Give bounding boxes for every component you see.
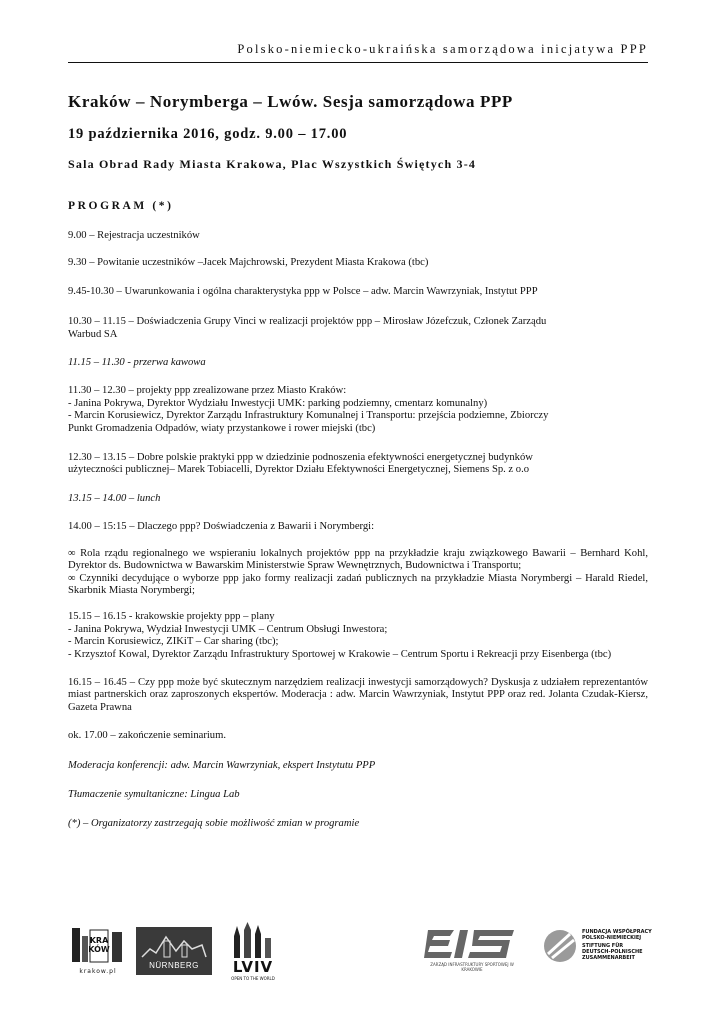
line: - Janina Pokrywa, Wydział Inwestycji UMK – Centrum Obsługi Inwestora; bbox=[68, 623, 388, 635]
partner-logos bbox=[0, 918, 724, 988]
lviv-logo-tagline: OPEN TO THE WORLD bbox=[231, 976, 275, 981]
zis-logo bbox=[424, 928, 520, 978]
program-item: 9.00 – Rejestracja uczestników bbox=[68, 230, 200, 241]
line: 11.30 – 12.30 – projekty ppp zrealizowane przez Miasto Kraków: bbox=[68, 385, 347, 397]
line: 15.15 – 16.15 - krakowskie projekty ppp – plany bbox=[68, 611, 275, 623]
program-subitem: ∞ Czynniki decydujące o wyborze ppp jako formy realizacji zadań publicznych na przykładzie Miasta Norymbergi – Harald Riedel, Skarbnik Miasta Norymbergi; bbox=[68, 572, 648, 596]
nurnberg-skyline-graphic bbox=[136, 927, 212, 961]
program-item bbox=[68, 611, 648, 661]
moderation-note: Moderacja konferencji: adw. Marcin Wawrzyniak, ekspert Instytutu PPP bbox=[68, 759, 376, 771]
coffee-break: 11.15 – 11.30 - przerwa kawowa bbox=[68, 357, 206, 369]
line: 10.30 – 11.15 – Doświadczenia Grupy Vinci w realizacji projektów ppp – Mirosław Józefczuk, Członek Zarządu bbox=[68, 316, 547, 328]
line: 12.30 – 13.15 – Dobre polskie praktyki ppp w dziedzinie podnoszenia efektywności energetycznej budynków bbox=[68, 452, 533, 464]
program-item: 14.00 – 15:15 – Dlaczego ppp? Doświadczenia z Bawarii i Norymbergi: bbox=[68, 521, 375, 533]
translation-note: Tłumaczenie symultaniczne: Lingua Lab bbox=[68, 788, 240, 800]
program-subitem: ∞ Rola rządu regionalnego we wspieraniu lokalnych projektów ppp na przykładzie kraju związkowego Bawarii – Bernhard Kohl, Dyrektor ds. Budownictwa w Bawarskim Ministerstwie Spraw Wewnętrznych, Budownictwa i Transportu; bbox=[68, 547, 648, 572]
line: - Janina Pokrywa, Dyrektor Wydziału Inwestycji UMK: parking podziemny, cmentarz komunalny) bbox=[68, 397, 488, 409]
zis-logo-text: ZARZĄD INFRASTRUKTURY SPORTOWEJ W KRAKOWIE bbox=[430, 962, 514, 972]
fwpn-logo-text-de: STIFTUNG FÜR DEUTSCH-POLNISCHE ZUSAMMENARBEIT bbox=[582, 943, 643, 961]
program-heading: PROGRAM (*) bbox=[68, 200, 174, 212]
program-item: ok. 17.00 – zakończenie seminarium. bbox=[68, 730, 226, 742]
zis-logo-graphic bbox=[424, 928, 520, 960]
disclaimer-note: (*) – Organizatorzy zastrzegają sobie możliwość zmian w programie bbox=[68, 818, 360, 830]
event-venue: Sala Obrad Rady Miasta Krakowa, Plac Wszystkich Świętych 3-4 bbox=[68, 157, 477, 171]
lunch-break: 13.15 – 14.00 – lunch bbox=[68, 492, 161, 504]
line: użyteczności publicznej– Marek Tobiacelli, Dyrektor Działu Efektywności Energetycznej, Siemens Sp. z o.o bbox=[68, 464, 530, 476]
event-date: 19 października 2016, godz. 9.00 – 17.00 bbox=[68, 126, 348, 142]
document-header: Polsko-niemiecko-ukraińska samorządowa inicjatywa PPP bbox=[68, 42, 648, 63]
program-item bbox=[68, 385, 648, 435]
program-body bbox=[68, 230, 648, 844]
program-item: 9.45-10.30 – Uwarunkowania i ogólna charakterystyka ppp w Polsce – adw. Marcin Wawrzyniak, Instytut PPP bbox=[68, 285, 538, 297]
line: - Marcin Korusiewicz, Dyrektor Zarządu Infrastruktury Komunalnej i Transportu: przejścia podziemne, Zbiorczy bbox=[68, 410, 549, 422]
krakow-logo-text: KRA KÓW bbox=[88, 936, 110, 954]
line: - Marcin Korusiewicz, ZIKiT – Car sharing (tbc); bbox=[68, 636, 279, 648]
document-title: Kraków – Norymberga – Lwów. Sesja samorządowa PPP bbox=[68, 92, 513, 111]
krakow-logo bbox=[68, 926, 126, 982]
program-item bbox=[68, 452, 648, 477]
line: Punkt Gromadzenia Odpadów, wiaty przystankowe i rower miejski (tbc) bbox=[68, 422, 376, 434]
fwpn-emblem-graphic bbox=[542, 928, 578, 964]
fwpn-logo bbox=[542, 928, 672, 976]
program-item: 16.15 – 16.45 – Czy ppp może być skutecznym narzędziem realizacji inwestycji samorządowych? Dyskusja z udziałem reprezentantów miast partnerskich oraz zaproszonych ekspertów. Moderacja : adw. Marcin Wawrzyniak, Instytut PPP oraz red. Jolanta Czudak-Kiersz, Gazeta Prawna bbox=[68, 676, 648, 713]
program-item bbox=[68, 316, 648, 341]
line: - Krzysztof Kowal, Dyrektor Zarządu Infrastruktury Sportowej w Krakowie – Centrum Sportu i Rekreacji przy Eisenberga (tbc) bbox=[68, 648, 612, 660]
lviv-logo bbox=[228, 922, 278, 984]
nurnberg-logo-text: NÜRNBERG bbox=[149, 961, 199, 970]
line: Warbud SA bbox=[68, 328, 118, 340]
krakow-logo-url: krakow.pl bbox=[79, 968, 117, 975]
nurnberg-logo bbox=[136, 927, 212, 975]
program-item: 9.30 – Powitanie uczestników –Jacek Majchrowski, Prezydent Miasta Krakowa (tbc) bbox=[68, 257, 429, 269]
fwpn-logo-text-pl: FUNDACJA WSPÓŁPRACY POLSKO-NIEMIECKIEJ bbox=[582, 929, 652, 941]
lviv-logo-text: LVIV bbox=[232, 958, 274, 976]
lviv-towers-graphic bbox=[228, 922, 278, 958]
